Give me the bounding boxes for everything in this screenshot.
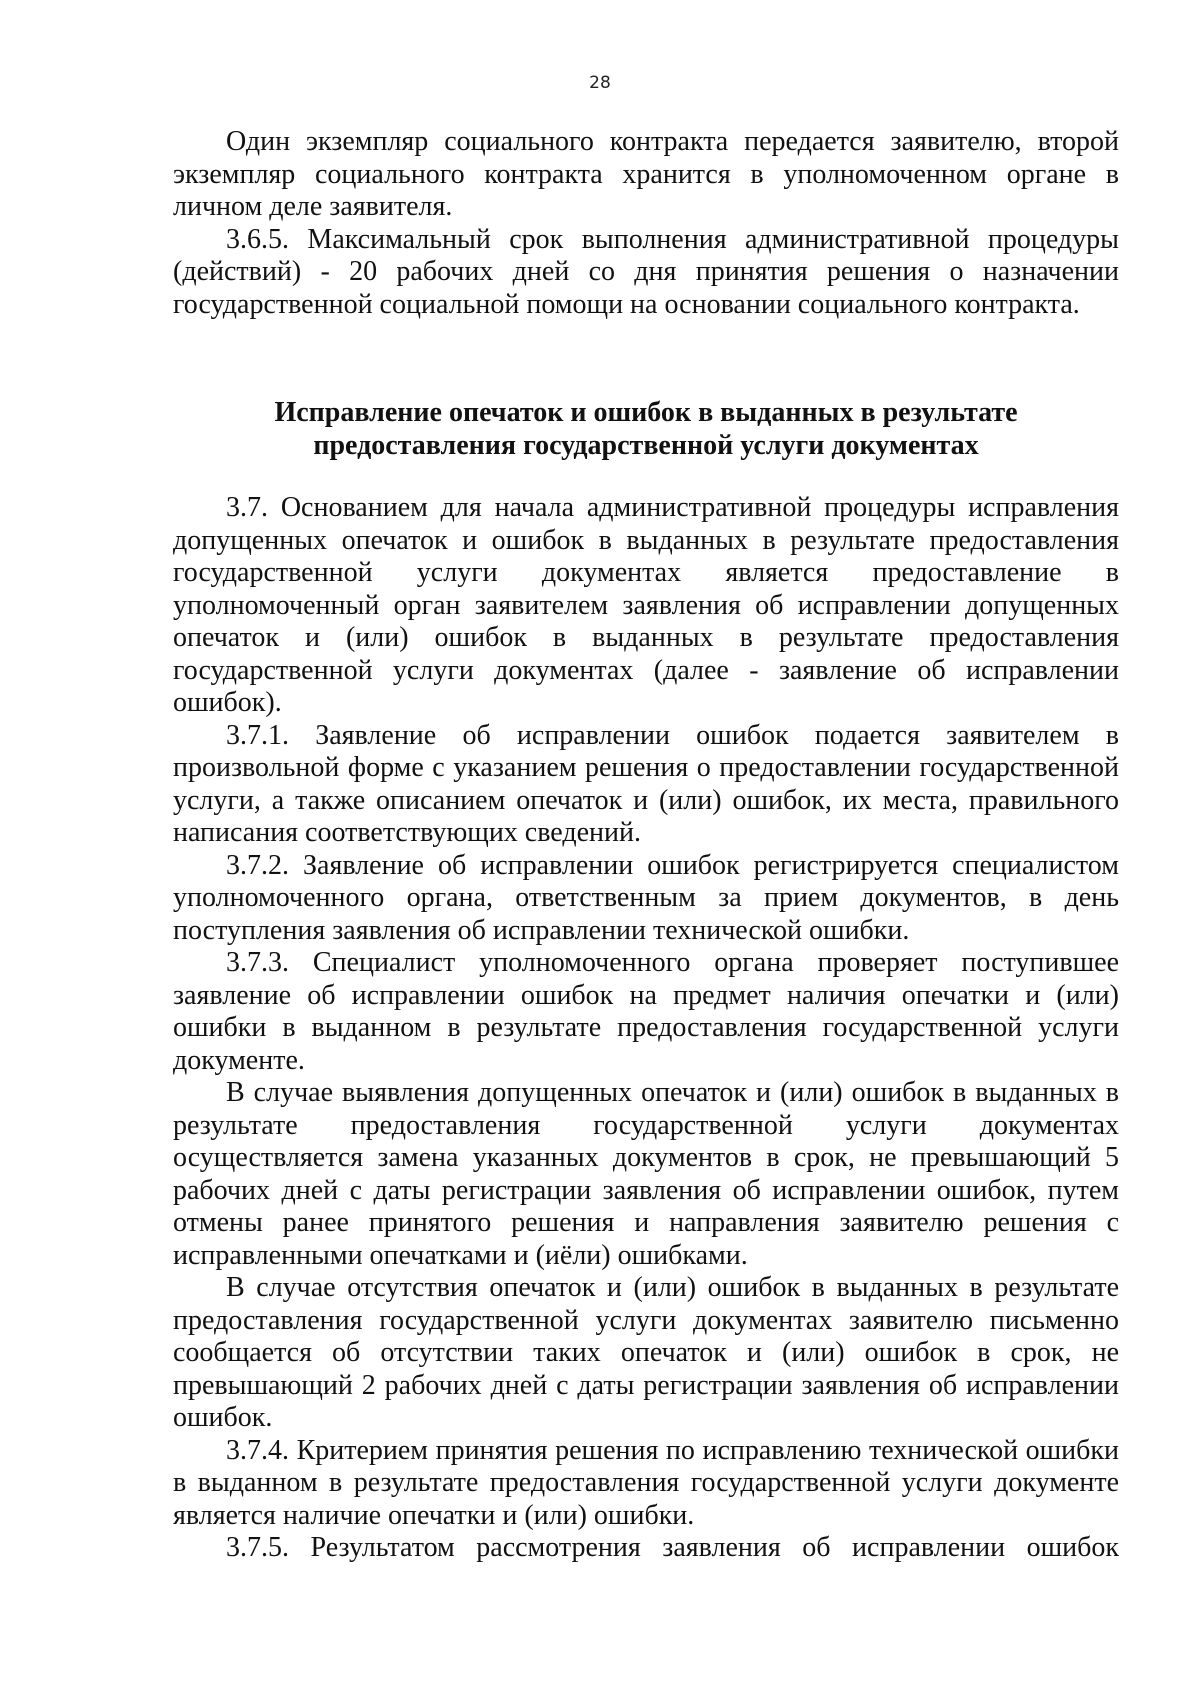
paragraph-3-7-1: 3.7.1. Заявление об исправлении ошибок подается заявителем в произвольной форме с указанием решения о предоставлении государственной услуги, а также описанием опечаток и (или) ошибок, их места, правильного написания соответствующих сведений. bbox=[173, 719, 1119, 848]
section-heading-line-1: Исправление опечаток и ошибок в выданных в результате bbox=[274, 397, 1018, 428]
page-number: 28 bbox=[589, 73, 611, 93]
spacer bbox=[173, 462, 1119, 492]
paragraph-errors-absent: В случае отсутствия опечаток и (или) ошибок в выданных в результате предоставления государственной услуги документах заявителю письменно сообщается об отсутствии таких опечаток и (или) ошибок в срок, не превышающий 2 рабочих дней с даты регистрации заявления об исправлении ошибок. bbox=[173, 1272, 1119, 1433]
paragraph-errors-found: В случае выявления допущенных опечаток и (или) ошибок в выданных в результате предоставления государственной услуги документах осуществляется замена указанных документов в срок, не превышающий 5 рабочих дней с даты регистрации заявления об исправлении ошибок, путем отмены ранее принятого решения и направления заявителю решения с исправленными опечатками и (иёли) ошибками. bbox=[173, 1077, 1119, 1271]
paragraph-3-7-2: 3.7.2. Заявление об исправлении ошибок регистрируется специалистом уполномоченного органа, ответственным за прием документов, в день поступления заявления об исправлении технической ошибки. bbox=[173, 849, 1119, 946]
document-body bbox=[173, 126, 1119, 1565]
paragraph-contract-copy: Один экземпляр социального контракта передается заявителю, второй экземпляр социального контракта хранится в уполномоченном органе в личном деле заявителя. bbox=[173, 126, 1119, 222]
paragraph-3-7-4: 3.7.4. Критерием принятия решения по исправлению технической ошибки в выданном в результате предоставления государственной услуги документе является наличие опечатки и (или) ошибки. bbox=[173, 1434, 1119, 1531]
section-heading-line-2: предоставления государственной услуги документах bbox=[313, 429, 979, 461]
paragraph-3-6-5: 3.6.5. Максимальный срок выполнения административной процедуры (действий) - 20 рабочих дней со дня принятия решения о назначении государственной социальной помощи на основании социального контракта. bbox=[173, 223, 1119, 320]
paragraph-3-7-5: 3.7.5. Результатом рассмотрения заявления об исправлении ошибок bbox=[226, 1532, 1119, 1563]
paragraph-3-7-3: 3.7.3. Специалист уполномоченного органа проверяет поступившее заявление об исправлении ошибок на предмет наличия опечатки и (или) ошибки в выданном в результате предоставления государственной услуги документе. bbox=[173, 947, 1119, 1076]
section-heading bbox=[173, 397, 1119, 462]
paragraph-3-7: 3.7. Основанием для начала административной процедуры исправления допущенных опечаток и ошибок в выданных в результате предоставления государственной услуги документах является предоставление в уполномоченный орган заявителем заявления об исправлении допущенных опечаток и (или) ошибок в выданных в результате предоставления государственной услуги документах (далее - заявление об исправлении ошибок). bbox=[173, 492, 1119, 718]
spacer bbox=[173, 321, 1119, 397]
